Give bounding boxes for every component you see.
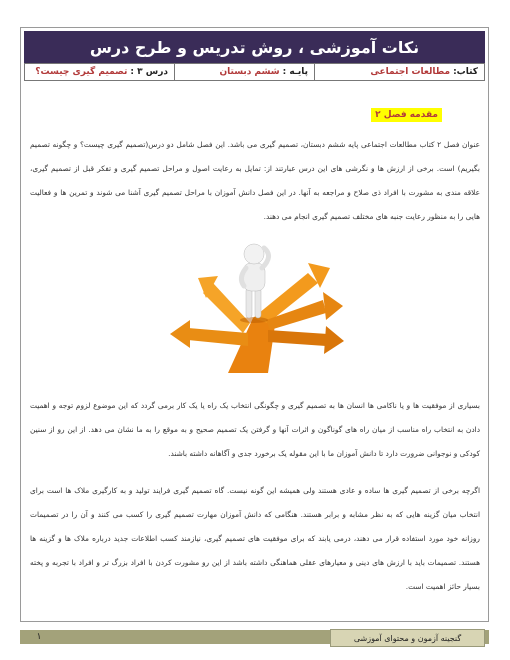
page-number: ۱ xyxy=(36,632,42,642)
info-row xyxy=(24,63,485,81)
lesson-label: درس ۳ : xyxy=(130,67,168,77)
grade-value: ششم دبستان xyxy=(219,67,280,77)
book-cell xyxy=(314,64,484,80)
decision-illustration xyxy=(158,238,346,373)
body-paragraph-2: اگرچه برخی از تصمیم گیری ها ساده و عادی هستند ولی همیشه این گونه نیست. گاه تصمیم گیری فرایند تولید و به کارگیری ملاک ها است برای انتخاب میان گزینه هایی که به نظر مشابه و برابر هستند. هنگامی که دانش آموزان مهارت تصمیم گیری را کسب می کنند و آن را در تصمیمات روزانه خود مورد استفاده قرار می دهند، درمی یابند که برای موفقیت های تصمیم گیری، نیازمند کسب اطلاعات جدید درباره ملاک ها و گزینه ها هستند. تصمیمات باید با ارزش های دینی و معیارهای عقلی هماهنگی داشته باشد از این رو مشورت کردن با افراد بزرگ تر و افراد با تجربه و پخته بسیار حائز اهمیت است. xyxy=(30,486,480,591)
body-paragraph-1: بسیاری از موفقیت ها و یا ناکامی ها انسان ها به تصمیم گیری و چگونگی انتخاب یک راه یا یک کار برمی گردد که این موضوع لزوم توجه و اهمیت دادن به انتخاب راه مناسب از میان راه های گوناگون و اثرات آنها و گرفتن یک تصمیم صحیح و به موقع را به ما نشان می دهد. از این رو از سنین کودکی و نوجوانی ضرورت دارد تا دانش آموزان ما با این مقوله یک برخورد جدی و آگاهانه داشته باشند. xyxy=(30,401,480,458)
footer-title: گنجینه آزمون و محتوای آموزشی xyxy=(330,629,485,647)
book-value: مطالعات اجتماعی xyxy=(370,67,451,77)
lesson-value: تصمیم گیری چیست؟ xyxy=(35,67,128,77)
book-label: کتاب: xyxy=(453,67,478,77)
page-title: نکات آموزشی ، روش تدریس و طرح درس xyxy=(24,31,485,63)
section-label: مقدمه فصل ۲ xyxy=(371,108,442,122)
grade-cell xyxy=(174,64,314,80)
grade-label: پایـه : xyxy=(282,67,308,77)
intro-paragraph: عنوان فصل ۲ کتاب مطالعات اجتماعی پایه ششم دبستان، تصمیم گیری می باشد. این فصل شامل دو درس(تصمیم گیری چیست؟ و چگونه تصمیم بگیریم) است. برخی از ارزش ها و نگرشی های این درس عبارتند از: تمایل به رعایت اصول و مراحل تصمیم گیری و تفکر قبل از تصمیم گیری، علاقه مندی به مشورت با افراد ذی صلاح و مراجعه به آنها. در این فصل دانش آموزان با مراحل تصمیم گیری آشنا می شوند و تمرین ها و فعالیت هایی را به منظور رعایت جنبه های مختلف تصمیم گیری انجام می دهند. xyxy=(30,140,480,221)
lesson-cell xyxy=(25,64,174,80)
